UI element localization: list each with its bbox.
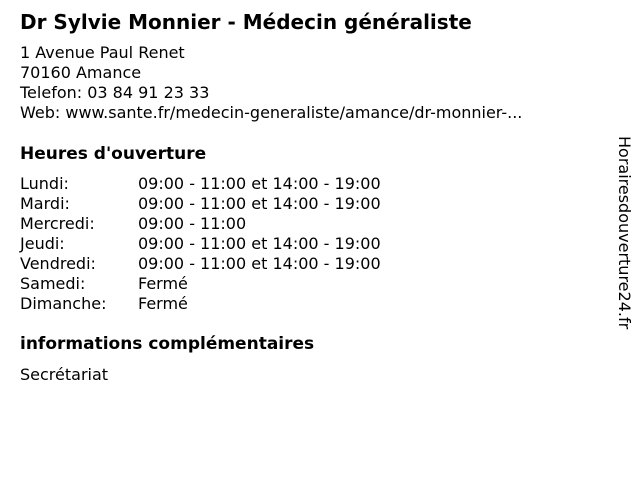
phone-number[interactable]: Telefon: 03 84 91 23 33 — [20, 83, 210, 102]
day-label: Mardi: — [20, 194, 70, 213]
hours-row-wednesday — [20, 214, 246, 234]
opening-hours-heading: Heures d'ouverture — [20, 144, 207, 164]
time-value: 09:00 - 11:00 — [138, 214, 247, 233]
time-value: 09:00 - 11:00 et 14:00 - 19:00 — [138, 234, 381, 253]
page-title: Dr Sylvie Monnier - Médecin généraliste — [20, 10, 472, 34]
hours-row-monday — [20, 174, 381, 194]
address-street: 1 Avenue Paul Renet — [20, 43, 185, 62]
time-value: Fermé — [138, 274, 188, 293]
hours-row-saturday — [20, 274, 188, 294]
time-value: 09:00 - 11:00 et 14:00 - 19:00 — [138, 194, 381, 213]
time-value: 09:00 - 11:00 et 14:00 - 19:00 — [138, 254, 381, 273]
hours-row-tuesday — [20, 194, 381, 214]
hours-row-sunday — [20, 294, 188, 314]
address-city: 70160 Amance — [20, 63, 142, 82]
day-label: Mercredi: — [20, 214, 95, 233]
additional-info-heading: informations complémentaires — [20, 334, 315, 354]
hours-row-friday — [20, 254, 381, 274]
website-link[interactable]: Web: www.sante.fr/medecin-generaliste/amance/dr-monnier-... — [20, 103, 523, 122]
additional-info-text: Secrétariat — [20, 365, 109, 384]
hours-row-thursday — [20, 234, 381, 254]
day-label: Jeudi: — [20, 234, 65, 253]
site-watermark: Horairesdouverture24.fr — [615, 136, 634, 330]
day-label: Samedi: — [20, 274, 86, 293]
day-label: Vendredi: — [20, 254, 96, 273]
day-label: Lundi: — [20, 174, 69, 193]
day-label: Dimanche: — [20, 294, 107, 313]
time-value: 09:00 - 11:00 et 14:00 - 19:00 — [138, 174, 381, 193]
time-value: Fermé — [138, 294, 188, 313]
